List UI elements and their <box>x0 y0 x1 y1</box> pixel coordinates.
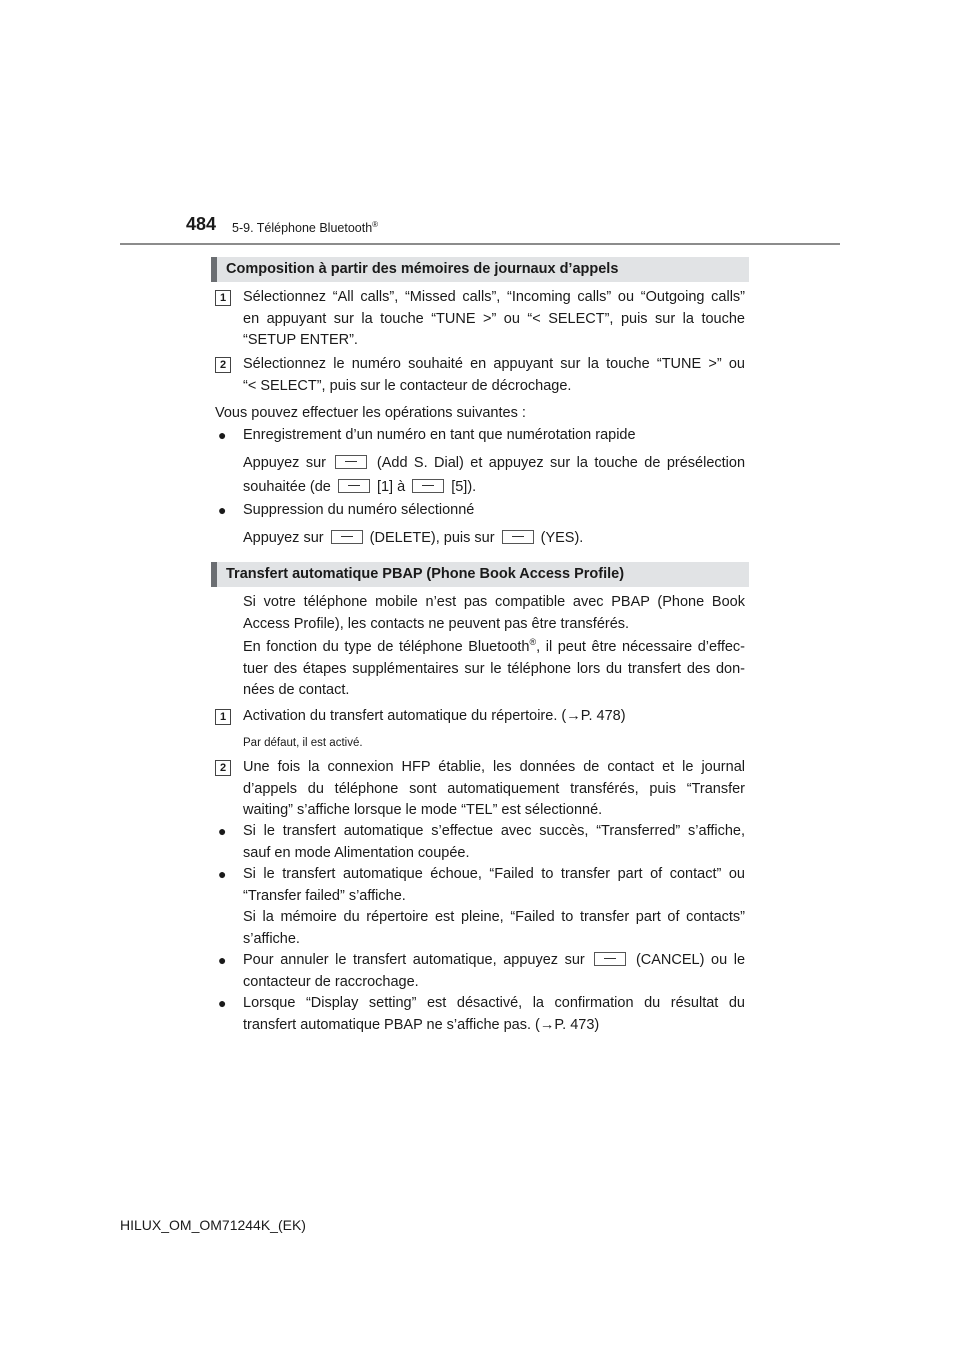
step-note: Par défaut, il est activé. <box>243 737 363 749</box>
text-fragment: Pour annuler le transfert automatique, appuyez sur <box>243 952 585 968</box>
text-line: Access Profile), les contacts ne peuvent pas être transférés. <box>243 615 630 632</box>
step-text <box>243 287 745 352</box>
section-title: Transfert automatique PBAP (Phone Book Access Profile) <box>226 566 625 582</box>
text-line: “SETUP ENTER”. <box>243 332 358 348</box>
text-line: “< SELECT”, puis sur le contacteur de décrochage. <box>243 377 572 394</box>
bullet-icon: ● <box>218 952 227 968</box>
step-number: 2 <box>215 357 231 373</box>
text-line <box>243 637 745 659</box>
menu-button-icon <box>338 479 370 493</box>
page-number: 484 <box>186 214 217 234</box>
text-line: tuer des étapes supplémentaires sur le téléphone lors du transfert des don- <box>243 660 745 677</box>
text-fragment: [1] à <box>376 479 406 495</box>
section-title: Composition à partir des mémoires de journaux d’appels <box>226 261 619 277</box>
text-line: s’affiche. <box>243 930 300 947</box>
section-title-bar <box>211 257 749 282</box>
registered-mark: ® <box>529 637 537 648</box>
menu-button-icon <box>331 530 363 544</box>
document-code: HILUX_OM_OM71244K_(EK) <box>120 1217 306 1233</box>
bullet-text <box>243 950 745 993</box>
text-line: Sélectionnez le numéro souhaité en appuyant sur la touche “TUNE >” ou <box>243 356 745 372</box>
text-line: nées de contact. <box>243 682 350 698</box>
text-fragment: (DELETE), puis sur <box>369 530 495 546</box>
step-number: 1 <box>215 290 231 306</box>
text-line: d’appels du téléphone sont automatiquement transférés, puis “Transfer <box>243 780 745 797</box>
text-fragment: Appuyez sur <box>243 530 324 546</box>
section-heading-text: 5-9. Téléphone Bluetooth <box>232 221 373 236</box>
menu-button-icon <box>412 479 444 493</box>
section-heading <box>232 220 378 235</box>
bullet-icon: ● <box>218 995 227 1011</box>
text-line: “Transfer failed” s’affiche. <box>243 887 406 904</box>
text-fragment: [5]). <box>451 479 477 495</box>
text-fragment: (Add S. Dial) et appuyez sur la touche de présélection <box>376 455 746 471</box>
bullet-icon: ● <box>218 823 227 839</box>
text-line: Si le transfert automatique échoue, “Failed to transfer part of contact” ou <box>243 866 745 882</box>
text-fragment: Appuyez sur <box>243 455 326 471</box>
step-number: 1 <box>215 709 231 725</box>
instruction-line <box>243 528 583 550</box>
header-divider <box>120 243 840 245</box>
text-line: Si la mémoire du répertoire est pleine, “Failed to transfer part of contacts” <box>243 909 745 925</box>
text-line: contacteur de raccrochage. <box>243 973 419 990</box>
registered-mark: ® <box>372 220 379 229</box>
text-line: Si votre téléphone mobile n’est pas compatible avec PBAP (Phone Book <box>243 594 745 610</box>
instruction-line <box>243 453 745 475</box>
bullet-icon: ● <box>218 502 227 518</box>
text-fragment: (YES). <box>540 530 584 546</box>
text-line: Une fois la connexion HFP établie, les données de contact et le journal <box>243 759 745 775</box>
text-line: en appuyant sur la touche “TUNE >” ou “< SELECT”, puis sur la touche <box>243 310 745 327</box>
text-line: Lorsque “Display setting” est désactivé, la confirmation du résultat du <box>243 995 745 1011</box>
text-fragment: souhaitée (de <box>243 479 331 495</box>
bullet-text: Enregistrement d’un numéro en tant que numérotation rapide <box>243 427 636 443</box>
bullet-text: Suppression du numéro sélectionné <box>243 502 475 518</box>
bullet-text <box>243 993 745 1036</box>
paragraph: Vous pouvez effectuer les opérations suivantes : <box>215 405 526 421</box>
paragraph <box>243 592 745 635</box>
text-line: transfert automatique PBAP ne s’affiche pas. (→P. 473) <box>243 1016 600 1033</box>
section-title-bar <box>211 562 749 587</box>
step-text: Activation du transfert automatique du répertoire. (→P. 478) <box>243 708 626 724</box>
text-line: waiting” s’affiche lorsque le mode “TEL” est sélectionné. <box>243 802 603 818</box>
text-line: Sélectionnez “All calls”, “Missed calls”, “Incoming calls” ou “Outgoing calls” <box>243 289 745 305</box>
text-fragment: , il peut être nécessaire d’effec- <box>536 639 746 655</box>
text-fragment: En fonction du type de téléphone Bluetooth <box>243 639 530 655</box>
instruction-line <box>243 477 476 499</box>
menu-button-icon <box>335 455 367 469</box>
menu-button-icon <box>594 952 626 966</box>
text-line: sauf en mode Alimentation coupée. <box>243 844 470 861</box>
bullet-icon: ● <box>218 866 227 882</box>
step-text <box>243 354 745 397</box>
step-text <box>243 757 745 822</box>
bullet-icon: ● <box>218 427 227 443</box>
bullet-text <box>243 821 745 864</box>
text-fragment: (CANCEL) ou le <box>635 952 746 968</box>
paragraph <box>243 637 745 702</box>
step-number: 2 <box>215 760 231 776</box>
menu-button-icon <box>502 530 534 544</box>
text-line: Si le transfert automatique s’effectue avec succès, “Transferred” s’affiche, <box>243 823 745 839</box>
bullet-text <box>243 864 745 950</box>
text-line <box>243 950 745 972</box>
